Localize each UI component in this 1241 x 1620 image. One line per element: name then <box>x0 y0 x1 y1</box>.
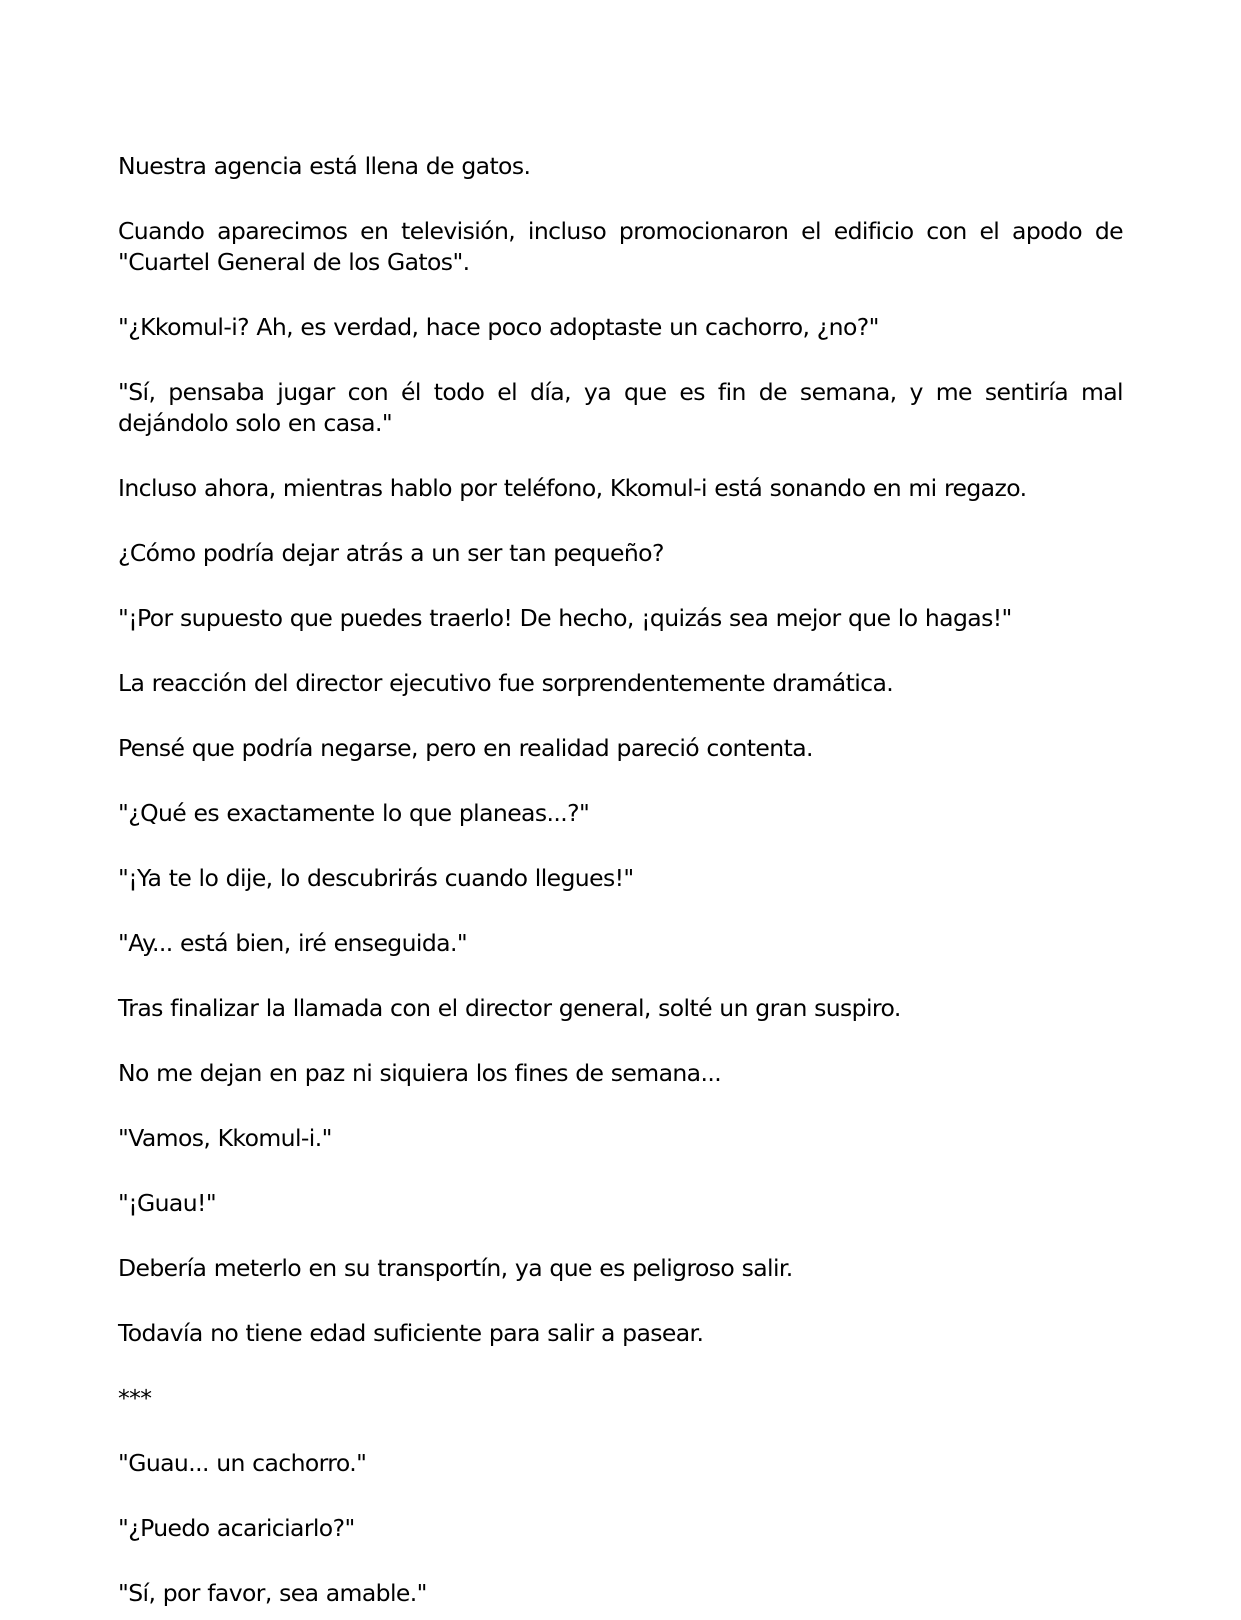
paragraph: "¡Por supuesto que puedes traerlo! De hecho, ¡quizás sea mejor que lo hagas!" <box>118 604 1012 632</box>
paragraph: "¿Kkomul-i? Ah, es verdad, hace poco adoptaste un cachorro, ¿no?" <box>118 313 879 341</box>
paragraph: "Sí, pensaba jugar con él todo el día, ya que es fin de semana, y me sentiría mal dejándolo solo en casa." <box>118 378 1123 437</box>
paragraph: "¡Ya te lo dije, lo descubrirás cuando llegues!" <box>118 864 634 892</box>
paragraph: La reacción del director ejecutivo fue sorprendentemente dramática. <box>118 669 894 697</box>
paragraph: "¡Guau!" <box>118 1189 217 1217</box>
document-body <box>118 151 1123 1609</box>
paragraph: "Ay... está bien, iré enseguida." <box>118 929 468 957</box>
scene-break: *** <box>118 1384 152 1412</box>
paragraph: "¿Qué es exactamente lo que planeas...?" <box>118 799 590 827</box>
paragraph: "Sí, por favor, sea amable." <box>118 1579 427 1607</box>
paragraph: No me dejan en paz ni siquiera los fines de semana... <box>118 1059 722 1087</box>
paragraph: Cuando aparecimos en televisión, incluso promocionaron el edificio con el apodo de "Cuartel General de los Gatos". <box>118 217 1123 276</box>
paragraph: Nuestra agencia está llena de gatos. <box>118 152 531 180</box>
paragraph: ¿Cómo podría dejar atrás a un ser tan pequeño? <box>118 539 664 567</box>
paragraph: "Guau... un cachorro." <box>118 1449 367 1477</box>
paragraph: "Vamos, Kkomul-i." <box>118 1124 332 1152</box>
paragraph: "¿Puedo acariciarlo?" <box>118 1514 355 1542</box>
paragraph: Tras finalizar la llamada con el director general, solté un gran suspiro. <box>118 994 901 1022</box>
paragraph: Debería meterlo en su transportín, ya que es peligroso salir. <box>118 1254 793 1282</box>
paragraph: Pensé que podría negarse, pero en realidad pareció contenta. <box>118 734 813 762</box>
paragraph: Incluso ahora, mientras hablo por teléfono, Kkomul-i está sonando en mi regazo. <box>118 474 1027 502</box>
paragraph: Todavía no tiene edad suficiente para salir a pasear. <box>118 1319 704 1347</box>
